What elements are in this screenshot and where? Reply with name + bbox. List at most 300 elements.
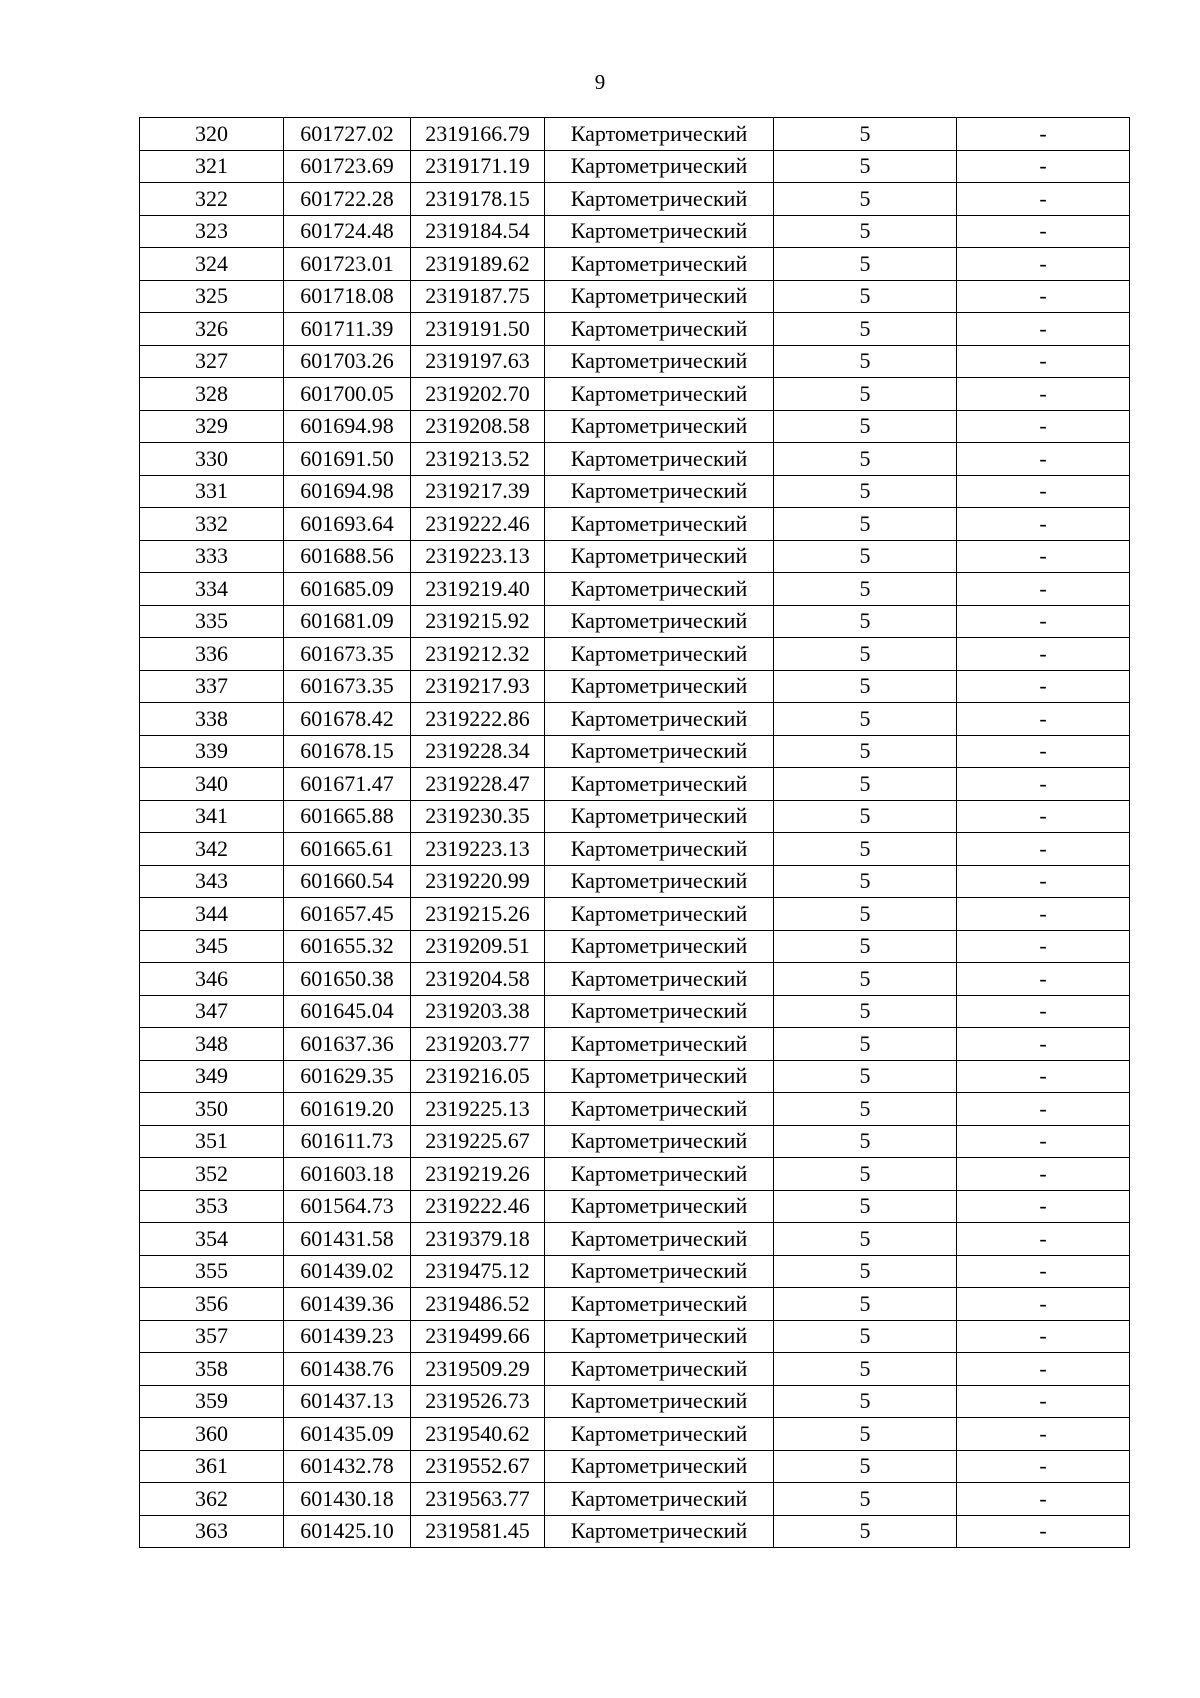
accuracy-cell: 5: [774, 508, 957, 541]
method-cell: Картометрический: [545, 150, 774, 183]
method-cell: Картометрический: [545, 313, 774, 346]
point-number-cell: 337: [140, 670, 284, 703]
table-row: [140, 1060, 1130, 1093]
table-row: [140, 670, 1130, 703]
y-coordinate-cell: 2319187.75: [411, 280, 545, 313]
accuracy-cell: 5: [774, 150, 957, 183]
note-cell: -: [957, 735, 1130, 768]
table-row: [140, 1223, 1130, 1256]
x-coordinate-cell: 601431.58: [284, 1223, 411, 1256]
table-row: [140, 1450, 1130, 1483]
table-row: [140, 508, 1130, 541]
note-cell: -: [957, 1450, 1130, 1483]
y-coordinate-cell: 2319171.19: [411, 150, 545, 183]
table-row: [140, 443, 1130, 476]
x-coordinate-cell: 601435.09: [284, 1418, 411, 1451]
method-cell: Картометрический: [545, 183, 774, 216]
x-coordinate-cell: 601657.45: [284, 898, 411, 931]
y-coordinate-cell: 2319202.70: [411, 378, 545, 411]
note-cell: -: [957, 768, 1130, 801]
accuracy-cell: 5: [774, 768, 957, 801]
x-coordinate-cell: 601694.98: [284, 410, 411, 443]
x-coordinate-cell: 601678.15: [284, 735, 411, 768]
y-coordinate-cell: 2319222.86: [411, 703, 545, 736]
point-number-cell: 348: [140, 1028, 284, 1061]
method-cell: Картометрический: [545, 1255, 774, 1288]
y-coordinate-cell: 2319184.54: [411, 215, 545, 248]
y-coordinate-cell: 2319581.45: [411, 1515, 545, 1548]
accuracy-cell: 5: [774, 1483, 957, 1516]
method-cell: Картометрический: [545, 898, 774, 931]
x-coordinate-cell: 601430.18: [284, 1483, 411, 1516]
table-row: [140, 573, 1130, 606]
note-cell: -: [957, 378, 1130, 411]
point-number-cell: 330: [140, 443, 284, 476]
accuracy-cell: 5: [774, 1158, 957, 1191]
x-coordinate-cell: 601688.56: [284, 540, 411, 573]
y-coordinate-cell: 2319204.58: [411, 963, 545, 996]
x-coordinate-cell: 601655.32: [284, 930, 411, 963]
y-coordinate-cell: 2319203.77: [411, 1028, 545, 1061]
note-cell: -: [957, 1093, 1130, 1126]
x-coordinate-cell: 601673.35: [284, 638, 411, 671]
point-number-cell: 340: [140, 768, 284, 801]
point-number-cell: 346: [140, 963, 284, 996]
accuracy-cell: 5: [774, 313, 957, 346]
method-cell: Картометрический: [545, 1353, 774, 1386]
y-coordinate-cell: 2319217.93: [411, 670, 545, 703]
table-row: [140, 1320, 1130, 1353]
y-coordinate-cell: 2319379.18: [411, 1223, 545, 1256]
note-cell: -: [957, 833, 1130, 866]
note-cell: -: [957, 313, 1130, 346]
table-row: [140, 280, 1130, 313]
method-cell: Картометрический: [545, 1418, 774, 1451]
note-cell: -: [957, 508, 1130, 541]
y-coordinate-cell: 2319223.13: [411, 833, 545, 866]
accuracy-cell: 5: [774, 1093, 957, 1126]
accuracy-cell: 5: [774, 378, 957, 411]
point-number-cell: 358: [140, 1353, 284, 1386]
accuracy-cell: 5: [774, 1418, 957, 1451]
x-coordinate-cell: 601637.36: [284, 1028, 411, 1061]
y-coordinate-cell: 2319223.13: [411, 540, 545, 573]
table-row: [140, 378, 1130, 411]
note-cell: -: [957, 248, 1130, 281]
accuracy-cell: 5: [774, 475, 957, 508]
y-coordinate-cell: 2319563.77: [411, 1483, 545, 1516]
x-coordinate-cell: 601437.13: [284, 1385, 411, 1418]
x-coordinate-cell: 601438.76: [284, 1353, 411, 1386]
x-coordinate-cell: 601660.54: [284, 865, 411, 898]
method-cell: Картометрический: [545, 215, 774, 248]
method-cell: Картометрический: [545, 1060, 774, 1093]
method-cell: Картометрический: [545, 1515, 774, 1548]
note-cell: -: [957, 280, 1130, 313]
y-coordinate-cell: 2319540.62: [411, 1418, 545, 1451]
accuracy-cell: 5: [774, 573, 957, 606]
table-row: [140, 1028, 1130, 1061]
table-row: [140, 963, 1130, 996]
x-coordinate-cell: 601665.88: [284, 800, 411, 833]
point-number-cell: 329: [140, 410, 284, 443]
accuracy-cell: 5: [774, 410, 957, 443]
accuracy-cell: 5: [774, 1028, 957, 1061]
method-cell: Картометрический: [545, 378, 774, 411]
x-coordinate-cell: 601650.38: [284, 963, 411, 996]
note-cell: -: [957, 1483, 1130, 1516]
note-cell: -: [957, 573, 1130, 606]
point-number-cell: 325: [140, 280, 284, 313]
method-cell: Картометрический: [545, 833, 774, 866]
table-row: [140, 1190, 1130, 1223]
accuracy-cell: 5: [774, 670, 957, 703]
accuracy-cell: 5: [774, 800, 957, 833]
table-row: [140, 1385, 1130, 1418]
x-coordinate-cell: 601727.02: [284, 118, 411, 151]
y-coordinate-cell: 2319222.46: [411, 508, 545, 541]
method-cell: Картометрический: [545, 670, 774, 703]
table-row: [140, 540, 1130, 573]
y-coordinate-cell: 2319217.39: [411, 475, 545, 508]
point-number-cell: 356: [140, 1288, 284, 1321]
method-cell: Картометрический: [545, 540, 774, 573]
note-cell: -: [957, 995, 1130, 1028]
y-coordinate-cell: 2319208.58: [411, 410, 545, 443]
note-cell: -: [957, 865, 1130, 898]
note-cell: -: [957, 183, 1130, 216]
point-number-cell: 341: [140, 800, 284, 833]
method-cell: Картометрический: [545, 1288, 774, 1321]
x-coordinate-cell: 601619.20: [284, 1093, 411, 1126]
point-number-cell: 352: [140, 1158, 284, 1191]
accuracy-cell: 5: [774, 930, 957, 963]
point-number-cell: 324: [140, 248, 284, 281]
accuracy-cell: 5: [774, 898, 957, 931]
point-number-cell: 327: [140, 345, 284, 378]
table-row: [140, 475, 1130, 508]
y-coordinate-cell: 2319222.46: [411, 1190, 545, 1223]
y-coordinate-cell: 2319230.35: [411, 800, 545, 833]
method-cell: Картометрический: [545, 865, 774, 898]
point-number-cell: 354: [140, 1223, 284, 1256]
x-coordinate-cell: 601603.18: [284, 1158, 411, 1191]
x-coordinate-cell: 601425.10: [284, 1515, 411, 1548]
accuracy-cell: 5: [774, 443, 957, 476]
table-row: [140, 248, 1130, 281]
y-coordinate-cell: 2319509.29: [411, 1353, 545, 1386]
x-coordinate-cell: 601691.50: [284, 443, 411, 476]
table-row: [140, 1158, 1130, 1191]
method-cell: Картометрический: [545, 1158, 774, 1191]
accuracy-cell: 5: [774, 1320, 957, 1353]
note-cell: -: [957, 670, 1130, 703]
y-coordinate-cell: 2319228.47: [411, 768, 545, 801]
method-cell: Картометрический: [545, 1223, 774, 1256]
point-number-cell: 321: [140, 150, 284, 183]
point-number-cell: 320: [140, 118, 284, 151]
point-number-cell: 333: [140, 540, 284, 573]
point-number-cell: 350: [140, 1093, 284, 1126]
accuracy-cell: 5: [774, 1060, 957, 1093]
x-coordinate-cell: 601439.23: [284, 1320, 411, 1353]
method-cell: Картометрический: [545, 1483, 774, 1516]
point-number-cell: 334: [140, 573, 284, 606]
y-coordinate-cell: 2319526.73: [411, 1385, 545, 1418]
note-cell: -: [957, 963, 1130, 996]
x-coordinate-cell: 601703.26: [284, 345, 411, 378]
table-row: [140, 1483, 1130, 1516]
method-cell: Картометрический: [545, 638, 774, 671]
method-cell: Картометрический: [545, 345, 774, 378]
method-cell: Картометрический: [545, 605, 774, 638]
point-number-cell: 326: [140, 313, 284, 346]
x-coordinate-cell: 601629.35: [284, 1060, 411, 1093]
y-coordinate-cell: 2319486.52: [411, 1288, 545, 1321]
table-row: [140, 638, 1130, 671]
x-coordinate-cell: 601723.01: [284, 248, 411, 281]
note-cell: -: [957, 345, 1130, 378]
note-cell: -: [957, 1385, 1130, 1418]
method-cell: Картометрический: [545, 1320, 774, 1353]
x-coordinate-cell: 601439.02: [284, 1255, 411, 1288]
method-cell: Картометрический: [545, 768, 774, 801]
note-cell: -: [957, 898, 1130, 931]
coordinates-table: [139, 117, 1130, 1548]
accuracy-cell: 5: [774, 605, 957, 638]
table-row: [140, 118, 1130, 151]
note-cell: -: [957, 703, 1130, 736]
accuracy-cell: 5: [774, 833, 957, 866]
table-row: [140, 768, 1130, 801]
table-row: [140, 150, 1130, 183]
accuracy-cell: 5: [774, 1515, 957, 1548]
accuracy-cell: 5: [774, 345, 957, 378]
y-coordinate-cell: 2319209.51: [411, 930, 545, 963]
x-coordinate-cell: 601611.73: [284, 1125, 411, 1158]
method-cell: Картометрический: [545, 963, 774, 996]
coordinates-table-body: [140, 118, 1130, 1548]
method-cell: Картометрический: [545, 1125, 774, 1158]
accuracy-cell: 5: [774, 703, 957, 736]
y-coordinate-cell: 2319219.40: [411, 573, 545, 606]
note-cell: -: [957, 410, 1130, 443]
note-cell: -: [957, 1223, 1130, 1256]
table-row: [140, 930, 1130, 963]
note-cell: -: [957, 215, 1130, 248]
point-number-cell: 359: [140, 1385, 284, 1418]
y-coordinate-cell: 2319197.63: [411, 345, 545, 378]
accuracy-cell: 5: [774, 1288, 957, 1321]
note-cell: -: [957, 800, 1130, 833]
accuracy-cell: 5: [774, 280, 957, 313]
point-number-cell: 342: [140, 833, 284, 866]
point-number-cell: 360: [140, 1418, 284, 1451]
x-coordinate-cell: 601693.64: [284, 508, 411, 541]
y-coordinate-cell: 2319203.38: [411, 995, 545, 1028]
table-row: [140, 898, 1130, 931]
x-coordinate-cell: 601681.09: [284, 605, 411, 638]
point-number-cell: 323: [140, 215, 284, 248]
point-number-cell: 328: [140, 378, 284, 411]
x-coordinate-cell: 601671.47: [284, 768, 411, 801]
point-number-cell: 344: [140, 898, 284, 931]
accuracy-cell: 5: [774, 1223, 957, 1256]
point-number-cell: 336: [140, 638, 284, 671]
accuracy-cell: 5: [774, 1353, 957, 1386]
accuracy-cell: 5: [774, 963, 957, 996]
page-number: 9: [594, 70, 606, 94]
y-coordinate-cell: 2319213.52: [411, 443, 545, 476]
method-cell: Картометрический: [545, 475, 774, 508]
point-number-cell: 353: [140, 1190, 284, 1223]
method-cell: Картометрический: [545, 280, 774, 313]
y-coordinate-cell: 2319212.32: [411, 638, 545, 671]
accuracy-cell: 5: [774, 1385, 957, 1418]
y-coordinate-cell: 2319228.34: [411, 735, 545, 768]
x-coordinate-cell: 601432.78: [284, 1450, 411, 1483]
table-row: [140, 995, 1130, 1028]
x-coordinate-cell: 601665.61: [284, 833, 411, 866]
method-cell: Картометрический: [545, 703, 774, 736]
method-cell: Картометрический: [545, 1028, 774, 1061]
accuracy-cell: 5: [774, 540, 957, 573]
note-cell: -: [957, 1418, 1130, 1451]
y-coordinate-cell: 2319220.99: [411, 865, 545, 898]
point-number-cell: 322: [140, 183, 284, 216]
y-coordinate-cell: 2319178.15: [411, 183, 545, 216]
point-number-cell: 339: [140, 735, 284, 768]
point-number-cell: 349: [140, 1060, 284, 1093]
table-row: [140, 345, 1130, 378]
y-coordinate-cell: 2319215.92: [411, 605, 545, 638]
table-row: [140, 313, 1130, 346]
table-row: [140, 1093, 1130, 1126]
note-cell: -: [957, 1158, 1130, 1191]
accuracy-cell: 5: [774, 1255, 957, 1288]
method-cell: Картометрический: [545, 508, 774, 541]
table-row: [140, 1288, 1130, 1321]
x-coordinate-cell: 601685.09: [284, 573, 411, 606]
point-number-cell: 343: [140, 865, 284, 898]
x-coordinate-cell: 601645.04: [284, 995, 411, 1028]
note-cell: -: [957, 118, 1130, 151]
method-cell: Картометрический: [545, 1190, 774, 1223]
table-row: [140, 605, 1130, 638]
y-coordinate-cell: 2319189.62: [411, 248, 545, 281]
point-number-cell: 331: [140, 475, 284, 508]
table-row: [140, 410, 1130, 443]
note-cell: -: [957, 1353, 1130, 1386]
point-number-cell: 345: [140, 930, 284, 963]
note-cell: -: [957, 1288, 1130, 1321]
table-row: [140, 1353, 1130, 1386]
note-cell: -: [957, 605, 1130, 638]
note-cell: -: [957, 1515, 1130, 1548]
x-coordinate-cell: 601694.98: [284, 475, 411, 508]
method-cell: Картометрический: [545, 930, 774, 963]
point-number-cell: 363: [140, 1515, 284, 1548]
table-row: [140, 800, 1130, 833]
x-coordinate-cell: 601700.05: [284, 378, 411, 411]
table-row: [140, 183, 1130, 216]
point-number-cell: 357: [140, 1320, 284, 1353]
point-number-cell: 362: [140, 1483, 284, 1516]
x-coordinate-cell: 601723.69: [284, 150, 411, 183]
note-cell: -: [957, 540, 1130, 573]
point-number-cell: 355: [140, 1255, 284, 1288]
point-number-cell: 338: [140, 703, 284, 736]
accuracy-cell: 5: [774, 248, 957, 281]
method-cell: Картометрический: [545, 735, 774, 768]
method-cell: Картометрический: [545, 1385, 774, 1418]
table-row: [140, 865, 1130, 898]
y-coordinate-cell: 2319191.50: [411, 313, 545, 346]
table-row: [140, 703, 1130, 736]
y-coordinate-cell: 2319216.05: [411, 1060, 545, 1093]
method-cell: Картометрический: [545, 118, 774, 151]
accuracy-cell: 5: [774, 995, 957, 1028]
method-cell: Картометрический: [545, 410, 774, 443]
y-coordinate-cell: 2319166.79: [411, 118, 545, 151]
x-coordinate-cell: 601718.08: [284, 280, 411, 313]
table-row: [140, 1418, 1130, 1451]
point-number-cell: 347: [140, 995, 284, 1028]
accuracy-cell: 5: [774, 118, 957, 151]
y-coordinate-cell: 2319499.66: [411, 1320, 545, 1353]
point-number-cell: 332: [140, 508, 284, 541]
y-coordinate-cell: 2319225.67: [411, 1125, 545, 1158]
note-cell: -: [957, 930, 1130, 963]
accuracy-cell: 5: [774, 1450, 957, 1483]
note-cell: -: [957, 1125, 1130, 1158]
accuracy-cell: 5: [774, 1125, 957, 1158]
point-number-cell: 361: [140, 1450, 284, 1483]
method-cell: Картометрический: [545, 443, 774, 476]
x-coordinate-cell: 601439.36: [284, 1288, 411, 1321]
accuracy-cell: 5: [774, 638, 957, 671]
table-row: [140, 1255, 1130, 1288]
note-cell: -: [957, 443, 1130, 476]
table-row: [140, 833, 1130, 866]
method-cell: Картометрический: [545, 800, 774, 833]
y-coordinate-cell: 2319215.26: [411, 898, 545, 931]
table-row: [140, 1515, 1130, 1548]
table-row: [140, 735, 1130, 768]
x-coordinate-cell: 601673.35: [284, 670, 411, 703]
note-cell: -: [957, 1255, 1130, 1288]
x-coordinate-cell: 601724.48: [284, 215, 411, 248]
note-cell: -: [957, 1060, 1130, 1093]
y-coordinate-cell: 2319475.12: [411, 1255, 545, 1288]
note-cell: -: [957, 475, 1130, 508]
x-coordinate-cell: 601711.39: [284, 313, 411, 346]
method-cell: Картометрический: [545, 995, 774, 1028]
y-coordinate-cell: 2319225.13: [411, 1093, 545, 1126]
accuracy-cell: 5: [774, 865, 957, 898]
note-cell: -: [957, 1320, 1130, 1353]
table-row: [140, 1125, 1130, 1158]
method-cell: Картометрический: [545, 1093, 774, 1126]
accuracy-cell: 5: [774, 1190, 957, 1223]
note-cell: -: [957, 150, 1130, 183]
accuracy-cell: 5: [774, 215, 957, 248]
x-coordinate-cell: 601564.73: [284, 1190, 411, 1223]
point-number-cell: 351: [140, 1125, 284, 1158]
y-coordinate-cell: 2319552.67: [411, 1450, 545, 1483]
note-cell: -: [957, 1028, 1130, 1061]
table-row: [140, 215, 1130, 248]
